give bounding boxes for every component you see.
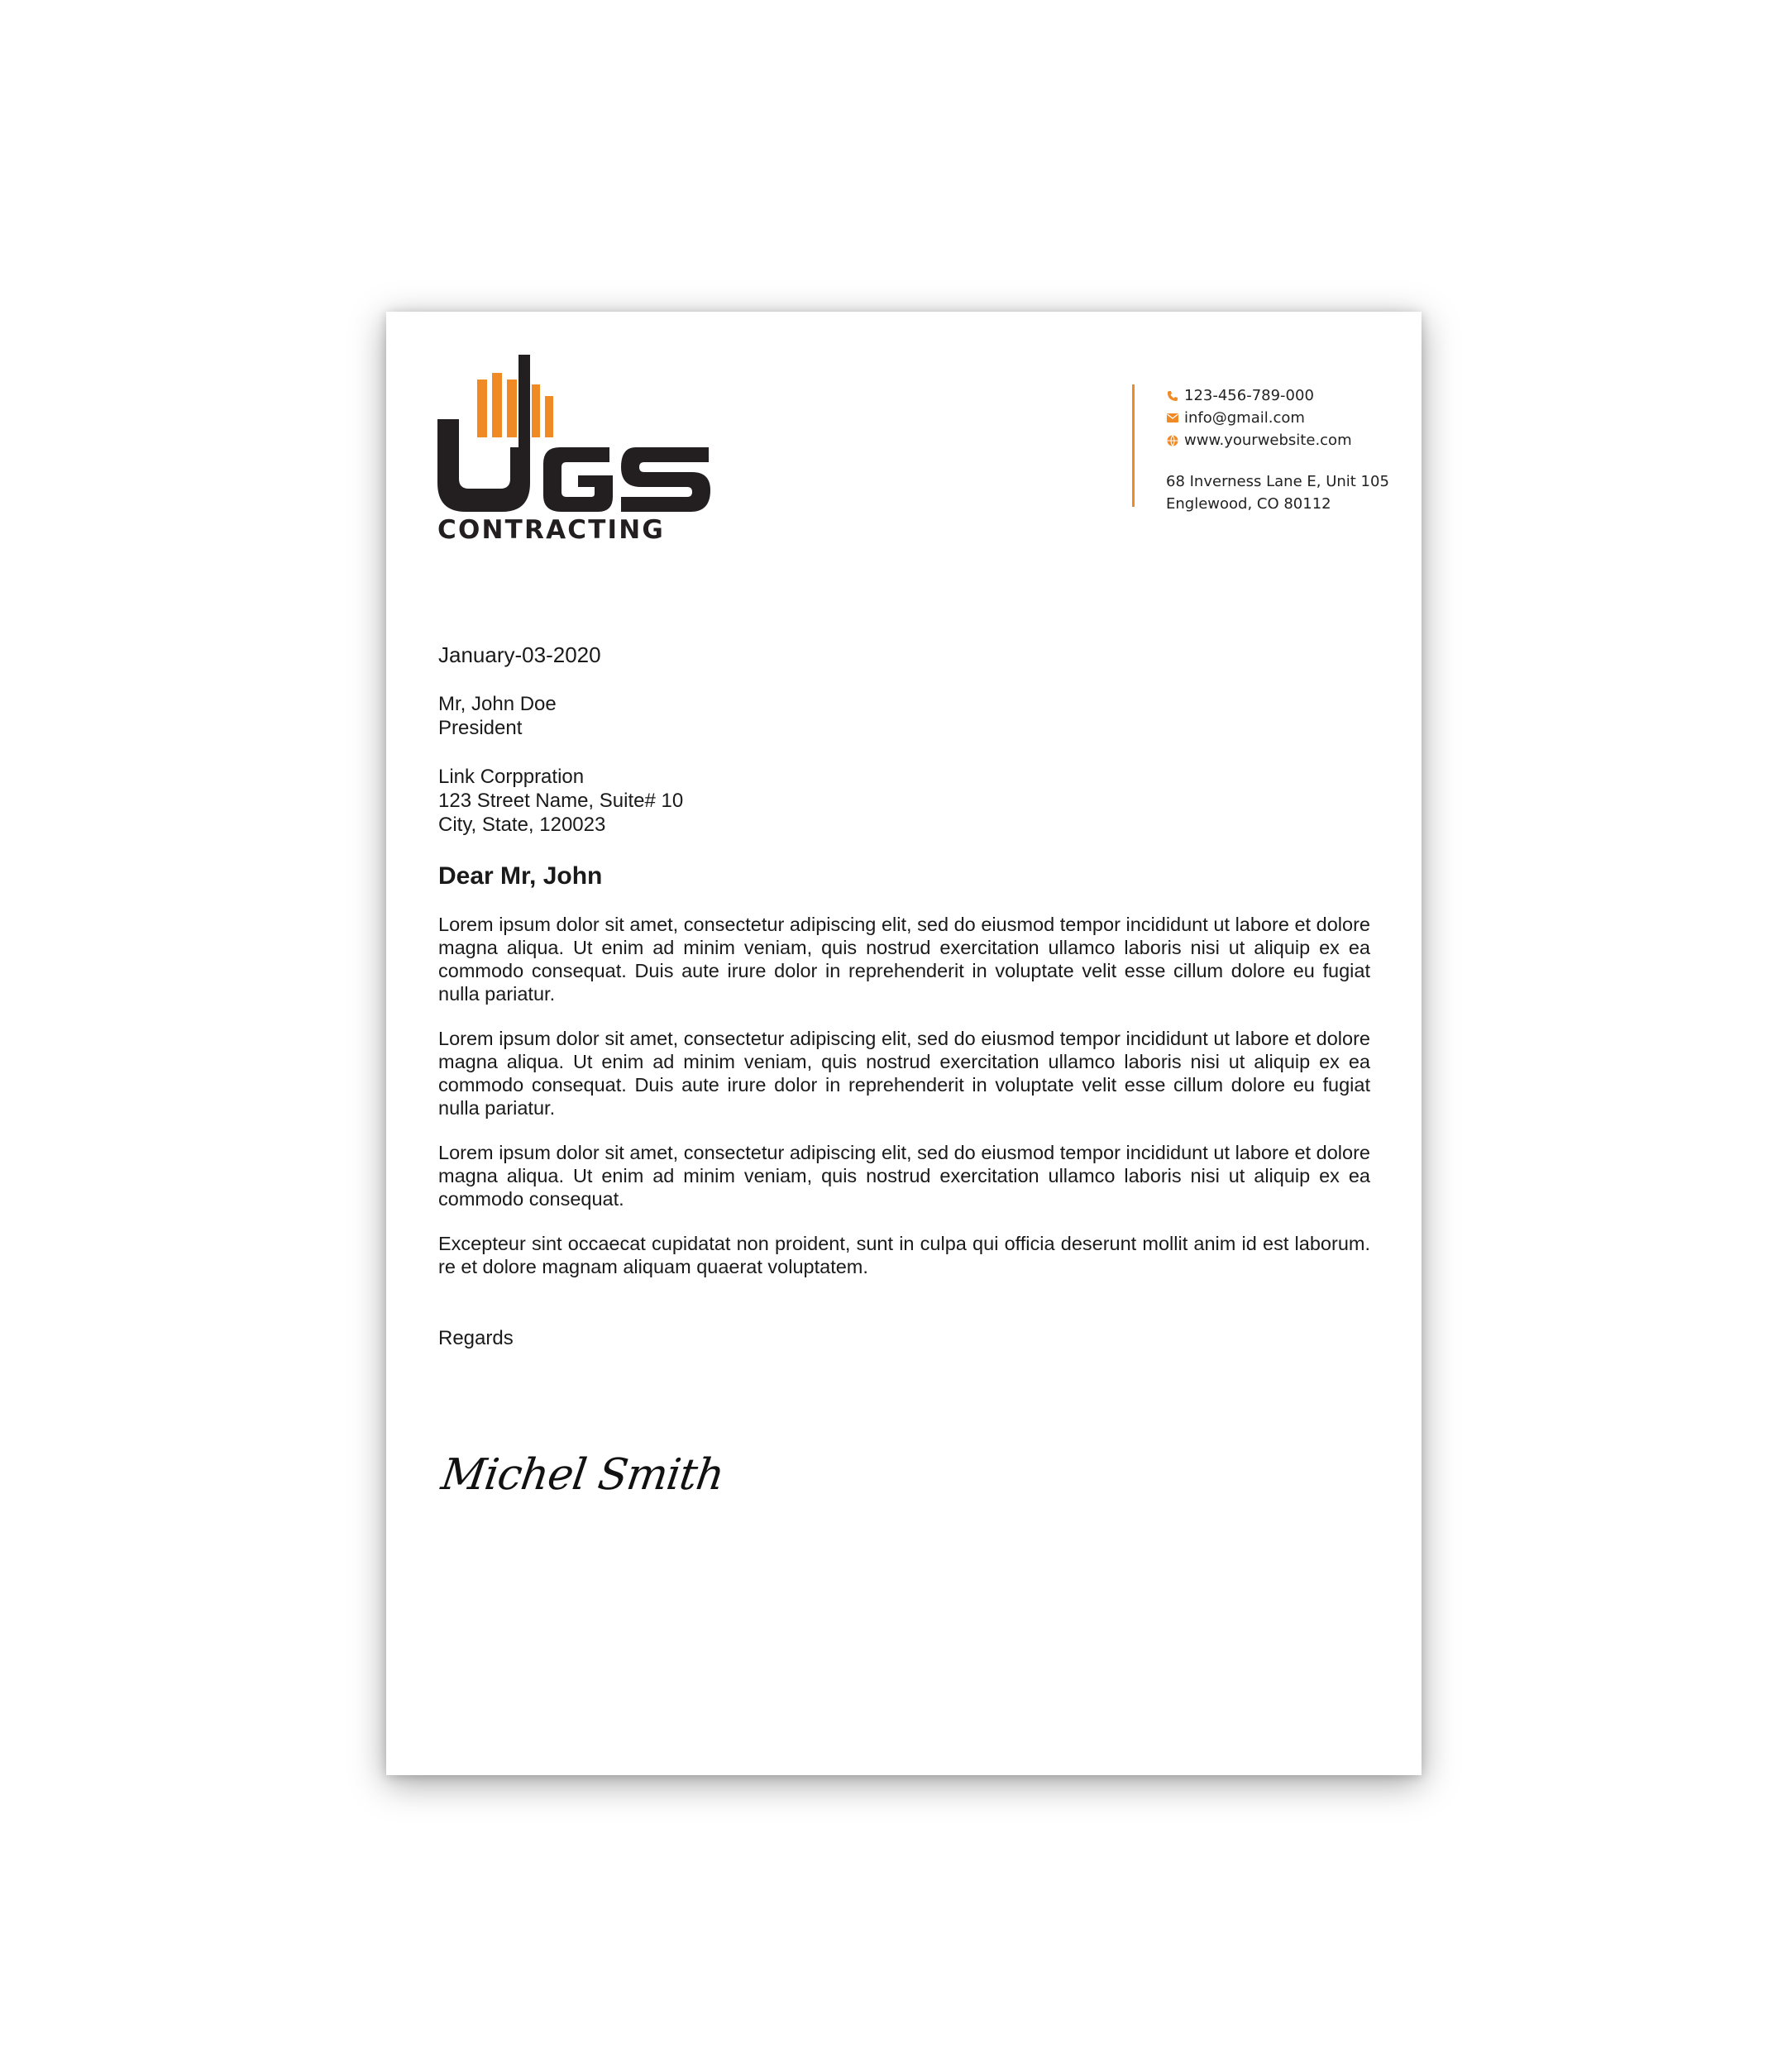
website-text: www.yourwebsite.com — [1184, 432, 1352, 449]
recipient-company: Link Corppration — [438, 766, 585, 788]
paragraph: Lorem ipsum dolor sit amet, consectetur adipiscing elit, sed do eiusmod tempor incididunt ut labore et dolore magna aliqua. Ut enim ad minim veniam, quis nostrud exercitation ullamco laboris nisi ut aliquip ex ea commodo consequat. — [438, 1142, 1370, 1210]
contact-website — [1166, 429, 1388, 451]
logo-subtitle: CONTRACTING — [437, 515, 666, 542]
letter-body — [438, 642, 1370, 1500]
recipient-street: 123 Street Name, Suite# 10 — [438, 790, 684, 812]
mail-icon — [1166, 412, 1179, 425]
letterhead-page — [386, 312, 1422, 1775]
phone-icon — [1166, 389, 1179, 403]
greeting: Dear Mr, John — [438, 862, 603, 890]
recipient-city: City, State, 120023 — [438, 814, 606, 836]
letter-date: January-03-2020 — [438, 642, 601, 667]
contact-block — [1132, 384, 1389, 513]
closing: Regards — [438, 1327, 514, 1349]
paragraph: Lorem ipsum dolor sit amet, consectetur adipiscing elit, sed do eiusmod tempor incididunt ut labore et dolore magna aliqua. Ut enim ad minim veniam, quis nostrud exercitation ullamco laboris nisi ut aliquip ex ea commodo consequat. Duis aute irure dolor in reprehenderit in voluptate velit esse cillum dolore eu fugiat nulla pariatur. — [438, 1028, 1370, 1119]
contact-email — [1166, 407, 1388, 429]
company-address — [1166, 470, 1388, 515]
email-text: info@gmail.com — [1184, 409, 1305, 427]
signature: Michel Smith — [438, 1450, 727, 1500]
recipient-title: President — [438, 717, 523, 739]
recipient-block — [438, 692, 1370, 740]
phone-text: 123-456-789-000 — [1184, 387, 1314, 404]
recipient-name: Mr, John Doe — [438, 693, 557, 715]
globe-icon — [1166, 434, 1179, 447]
address-line-1: 68 Inverness Lane E, Unit 105 — [1166, 473, 1389, 490]
address-line-2: Englewood, CO 80112 — [1166, 495, 1331, 513]
recipient-address — [438, 765, 1370, 837]
paragraph: Excepteur sint occaecat cupidatat non proident, sunt in culpa qui officia deserunt mollit anim id est laborum. re et dolore magnam aliquam quaerat voluptatem. — [438, 1233, 1370, 1277]
company-logo — [437, 355, 710, 542]
paragraph: Lorem ipsum dolor sit amet, consectetur adipiscing elit, sed do eiusmod tempor incididunt ut labore et dolore magna aliqua. Ut enim ad minim veniam, quis nostrud exercitation ullamco laboris nisi ut aliquip ex ea commodo consequat. Duis aute irure dolor in reprehenderit in voluptate velit esse cillum dolore eu fugiat nulla pariatur. — [438, 914, 1370, 1005]
contact-phone — [1166, 384, 1388, 407]
